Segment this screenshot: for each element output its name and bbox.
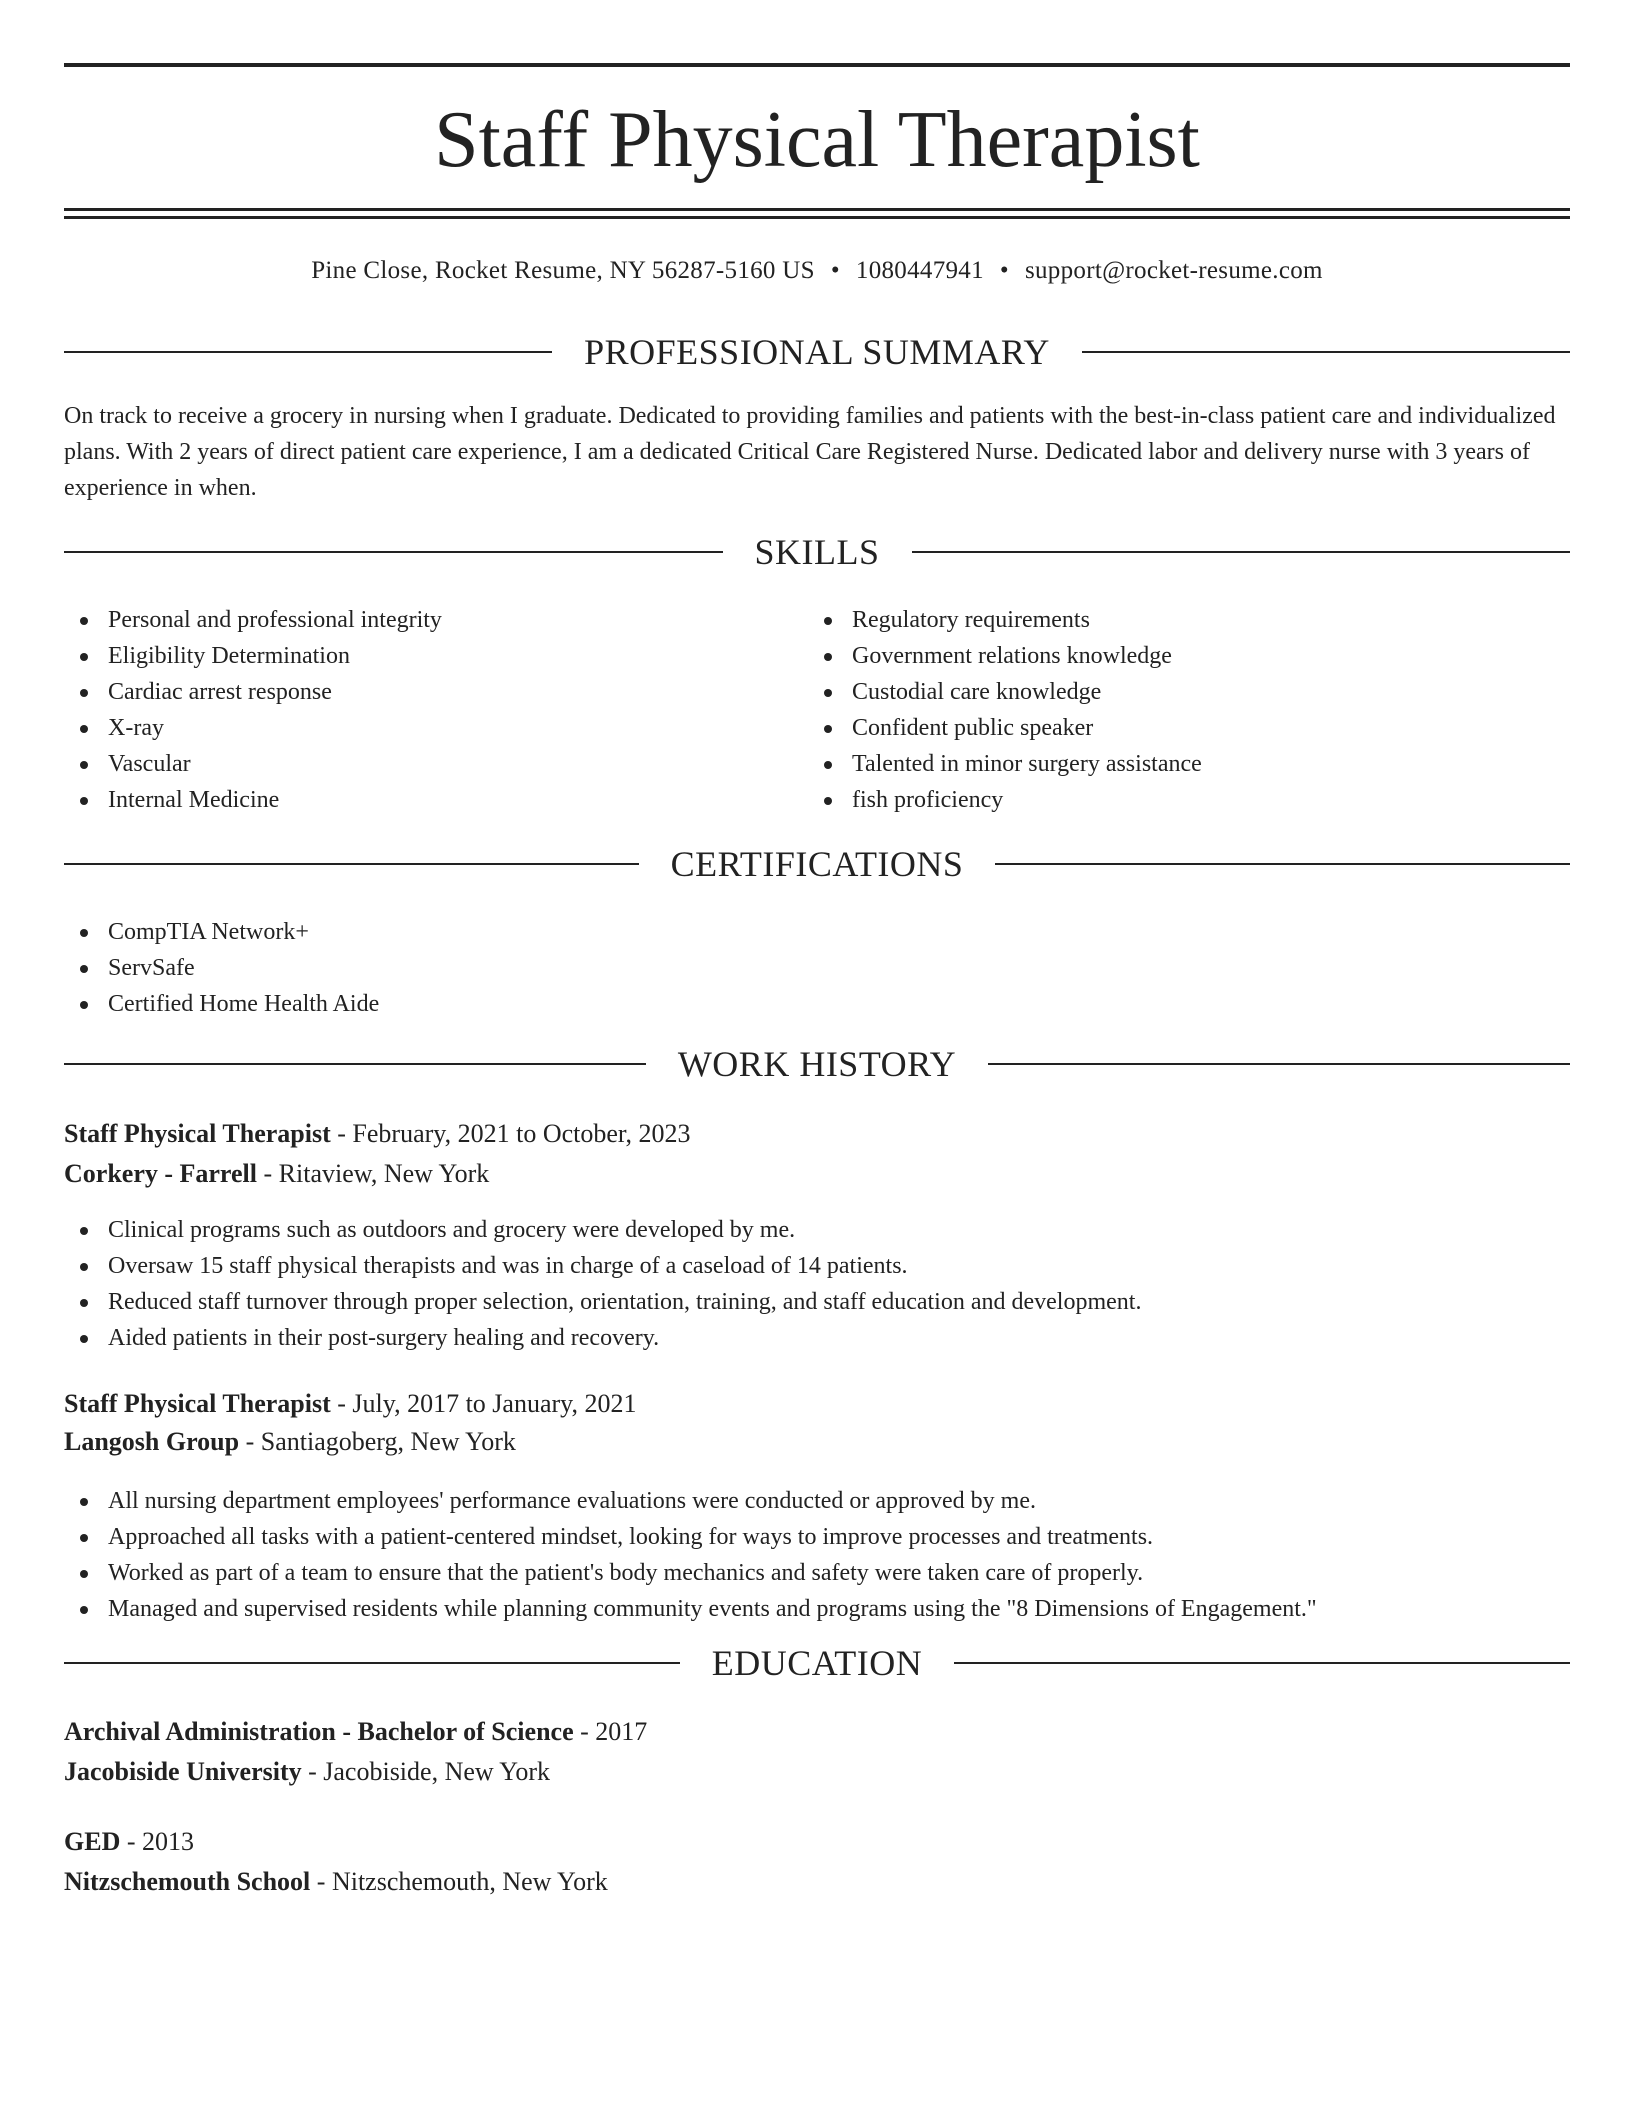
- heading-rule: [64, 351, 552, 353]
- employer-location: - Santiagoberg, New York: [239, 1427, 516, 1456]
- resume-title: Staff Physical Therapist: [434, 96, 1200, 184]
- degree-name: Archival Administration - Bachelor of Science: [64, 1717, 574, 1746]
- skills-list-left: [64, 602, 804, 818]
- heading-rule: [954, 1662, 1570, 1664]
- job-duty-item: Worked as part of a team to ensure that the patient's body mechanics and safety were taken care of properly.: [64, 1555, 1570, 1591]
- employer-line: [64, 1156, 1570, 1192]
- employer-name: Corkery - Farrell: [64, 1159, 257, 1188]
- job-title-line: [64, 1116, 1570, 1152]
- job-title: Staff Physical Therapist: [64, 1389, 331, 1418]
- degree-line: [64, 1714, 1570, 1750]
- skill-item: Confident public speaker: [808, 710, 1568, 746]
- section-heading-skills: [64, 530, 1570, 574]
- school-line: [64, 1754, 1570, 1790]
- skill-item: X-ray: [64, 710, 804, 746]
- job-duty-item: Clinical programs such as outdoors and grocery were developed by me.: [64, 1212, 1570, 1248]
- degree-line: [64, 1824, 1570, 1860]
- skill-item: Government relations knowledge: [808, 638, 1568, 674]
- skills-list-right: [808, 602, 1568, 818]
- heading-rule: [995, 863, 1570, 865]
- degree-year: - 2013: [120, 1827, 195, 1856]
- contact-line: [64, 254, 1570, 288]
- school-name: Jacobiside University: [64, 1757, 302, 1786]
- heading-rule: [1082, 351, 1570, 353]
- contact-address: Pine Close, Rocket Resume, NY 56287-5160 US: [311, 257, 815, 284]
- school-location: - Jacobiside, New York: [301, 1757, 551, 1786]
- section-heading-education: [64, 1641, 1570, 1685]
- skill-item: fish proficiency: [808, 782, 1568, 818]
- employer-line: [64, 1424, 1570, 1460]
- skill-item: Internal Medicine: [64, 782, 804, 818]
- section-heading-label: CERTIFICATIONS: [670, 844, 964, 884]
- heading-rule: [64, 1662, 680, 1664]
- certification-item: ServSafe: [64, 950, 1570, 986]
- certification-item: Certified Home Health Aide: [64, 986, 1570, 1022]
- job-duty-item: Approached all tasks with a patient-centered mindset, looking for ways to improve processes and treatments.: [64, 1519, 1570, 1555]
- skill-item: Vascular: [64, 746, 804, 782]
- school-line: [64, 1864, 1570, 1900]
- contact-separator: •: [999, 257, 1009, 284]
- job-duties-list: [64, 1483, 1570, 1627]
- skill-item: Talented in minor surgery assistance: [808, 746, 1568, 782]
- job-duty-item: Aided patients in their post-surgery healing and recovery.: [64, 1320, 1570, 1356]
- heading-rule: [912, 551, 1571, 553]
- contact-phone: 1080447941: [855, 257, 984, 284]
- section-heading-summary: [64, 330, 1570, 374]
- degree-name: GED: [64, 1827, 121, 1856]
- job-dates: - July, 2017 to January, 2021: [330, 1389, 637, 1418]
- job-title-line: [64, 1386, 1570, 1422]
- header-top-rule: [64, 63, 1570, 67]
- skill-item: Custodial care knowledge: [808, 674, 1568, 710]
- section-heading-label: WORK HISTORY: [677, 1044, 957, 1084]
- section-heading-work-history: [64, 1042, 1570, 1086]
- school-location: - Nitzschemouth, New York: [310, 1867, 608, 1896]
- section-heading-label: SKILLS: [754, 532, 880, 572]
- degree-year: - 2017: [573, 1717, 648, 1746]
- job-title: Staff Physical Therapist: [64, 1119, 331, 1148]
- skill-item: Eligibility Determination: [64, 638, 804, 674]
- heading-rule: [64, 1063, 646, 1065]
- header-double-rule-upper: [64, 208, 1570, 211]
- contact-separator: •: [830, 257, 840, 284]
- header-double-rule-lower: [64, 216, 1570, 219]
- job-duty-item: Reduced staff turnover through proper selection, orientation, training, and staff education and development.: [64, 1284, 1570, 1320]
- heading-rule: [64, 863, 639, 865]
- job-duty-item: Managed and supervised residents while planning community events and programs using the "8 Dimensions of Engagement.": [64, 1591, 1570, 1627]
- job-duties-list: [64, 1212, 1570, 1356]
- section-heading-label: EDUCATION: [711, 1643, 923, 1683]
- certification-item: CompTIA Network+: [64, 914, 1570, 950]
- section-heading-label: PROFESSIONAL SUMMARY: [584, 332, 1050, 372]
- section-heading-certifications: [64, 842, 1570, 886]
- skill-item: Personal and professional integrity: [64, 602, 804, 638]
- job-dates: - February, 2021 to October, 2023: [330, 1119, 691, 1148]
- employer-location: - Ritaview, New York: [257, 1159, 490, 1188]
- skill-item: Cardiac arrest response: [64, 674, 804, 710]
- job-duty-item: Oversaw 15 staff physical therapists and was in charge of a caseload of 14 patients.: [64, 1248, 1570, 1284]
- contact-email: support@rocket-resume.com: [1024, 257, 1323, 284]
- employer-name: Langosh Group: [64, 1427, 240, 1456]
- job-duty-item: All nursing department employees' performance evaluations were conducted or approved by me.: [64, 1483, 1570, 1519]
- heading-rule: [64, 551, 723, 553]
- school-name: Nitzschemouth School: [64, 1867, 311, 1896]
- skill-item: Regulatory requirements: [808, 602, 1568, 638]
- certifications-list: [64, 914, 1570, 1022]
- professional-summary-text: On track to receive a grocery in nursing when I graduate. Dedicated to providing families and patients with the best-in-class patient care and individualized plans. With 2 years of direct patient care experience, I am a dedicated Critical Care Registered Nurse. Dedicated labor and delivery nurse with 3 years of experience in when.: [64, 403, 1556, 501]
- heading-rule: [988, 1063, 1570, 1065]
